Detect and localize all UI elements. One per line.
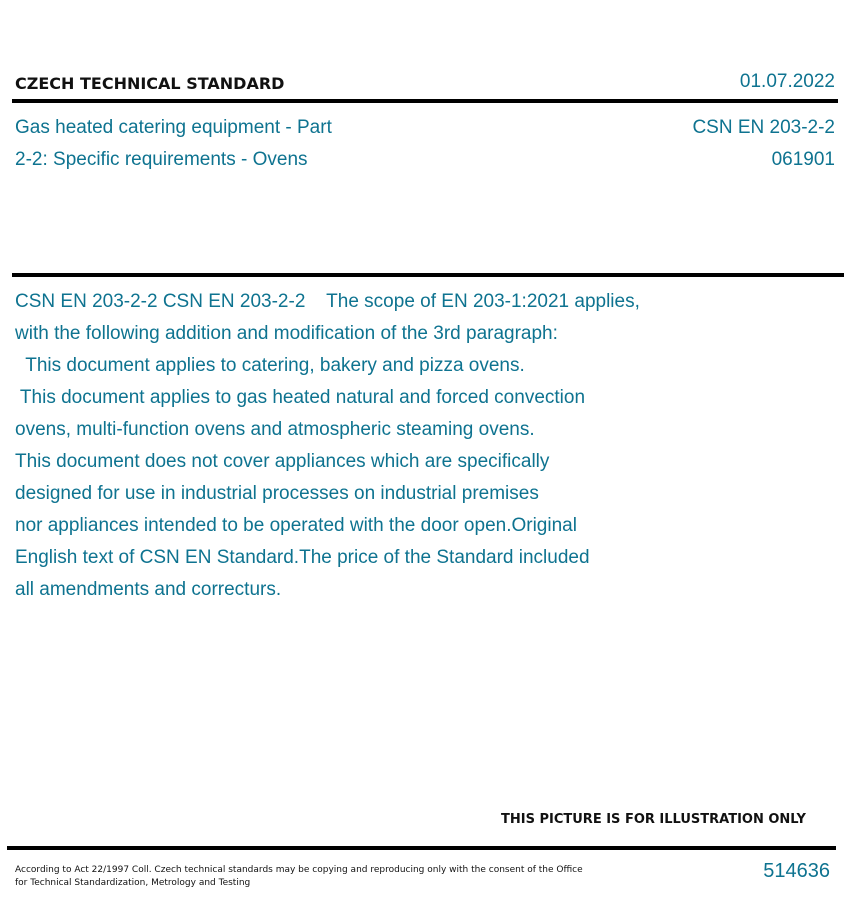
scope-line: designed for use in industrial processes on industrial premises (15, 483, 539, 504)
title-line-1: Gas heated catering equipment - Part (15, 117, 332, 138)
scope-line: with the following addition and modification of the 3rd paragraph: (15, 323, 558, 344)
scope-line: This document does not cover appliances which are specifically (15, 451, 550, 472)
document-heading: CZECH TECHNICAL STANDARD (15, 74, 285, 93)
scope-line: This document applies to gas heated natural and forced convection (15, 387, 586, 408)
scope-line: nor appliances intended to be operated with the door open.Original (15, 515, 577, 536)
issue-date: 01.07.2022 (739, 71, 835, 92)
scope-line: ovens, multi-function ovens and atmospheric steaming ovens. (15, 419, 535, 440)
footer-rule (7, 846, 836, 850)
catalog-number: 514636 (763, 860, 830, 882)
scope-text (15, 286, 755, 606)
title-rule (12, 273, 844, 277)
title-line-2: 2-2: Specific requirements - Ovens (15, 149, 308, 170)
legal-notice (15, 864, 615, 890)
scope-line: This document applies to catering, bakery and pizza ovens. (15, 355, 525, 376)
scope-line: English text of CSN EN Standard.The price of the Standard included (15, 547, 590, 568)
scope-line: all amendments and correcturs. (15, 579, 282, 600)
header-rule (12, 99, 838, 103)
legal-line: for Technical Standardization, Metrology and Testing (15, 878, 251, 888)
classification-code: 061901 (771, 149, 835, 170)
illustration-note: THIS PICTURE IS FOR ILLUSTRATION ONLY (501, 812, 806, 827)
legal-line: According to Act 22/1997 Coll. Czech technical standards may be copying and reproducing only with the consent of the Office (15, 865, 583, 875)
scope-line: CSN EN 203-2-2 CSN EN 203-2-2 The scope of EN 203-1:2021 applies, (15, 291, 640, 312)
standard-number: CSN EN 203-2-2 (692, 117, 835, 138)
